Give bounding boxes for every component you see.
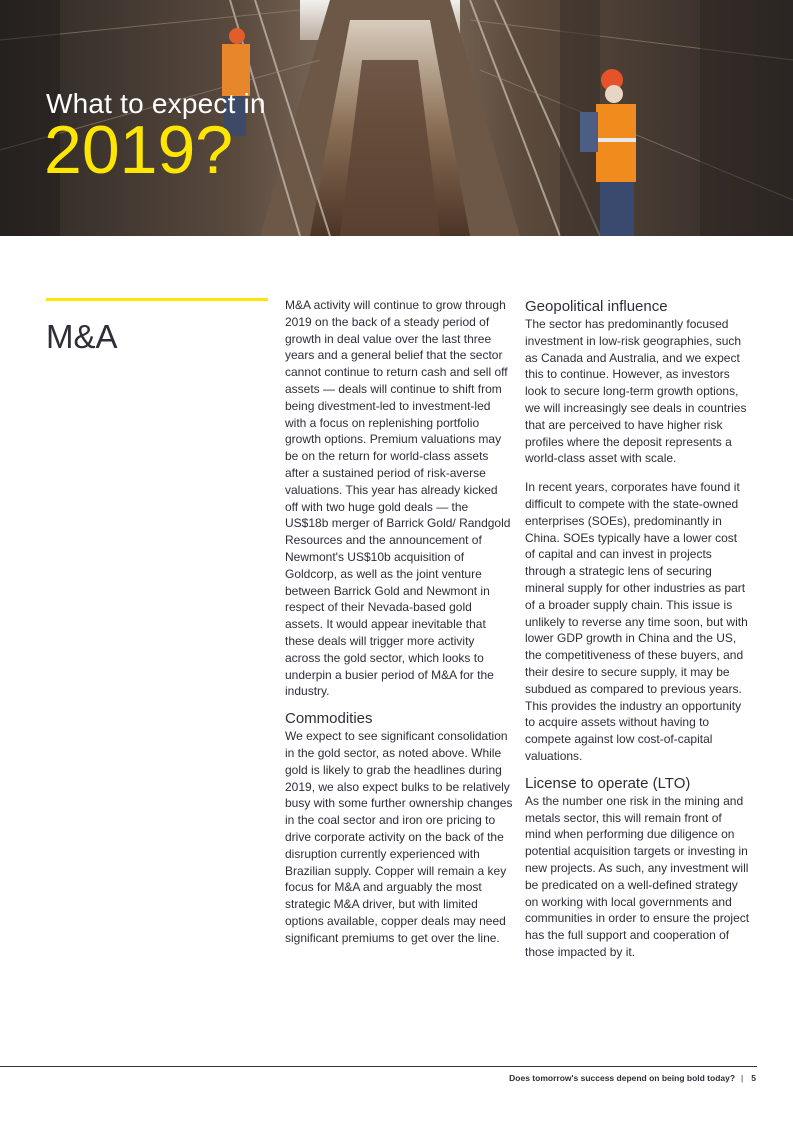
intro-paragraph: M&A activity will continue to grow through 2019 on the back of a steady period of growth in deal value over the last three years and a general belief that the sector cannot continue to return cash and sell off assets — deals will continue to shift from being divestment-led to investment-led with a focus on replenishing portfolio growth options. Premium valuations may be on the return for world-class assets after a sustained period of risk-averse valuations. This year has already kicked off with two huge gold deals — the US$18b merger of Barrick Gold/ Randgold Resources and the announcement of Newmont's US$10b acquisition of Goldcorp, as well as the joint venture between Barrick Gold and Newmont in respect of their Nevada-based gold assets. It would appear inevitable that these deals will trigger more activity across the gold sector, which looks to underpin a busier period of M&A for the industry. [285, 298, 511, 699]
column-right [525, 298, 750, 961]
column-left [285, 297, 513, 946]
footer-rule [0, 1066, 757, 1067]
page-footer [509, 1073, 756, 1083]
accent-rule [46, 298, 268, 301]
commodities-paragraph: We expect to see significant consolidation in the gold sector, as noted above. While gold is likely to grab the headlines during 2019, we also expect bulks to be relatively busy with some further ownership changes in the coal sector and iron ore pricing to drive corporate activity on the back of the disruption currently experienced with Brazilian supply. Copper will remain a key focus for M&A and arguably the most strategic M&A driver, but with limited options available, copper deals may need significant premiums to get over the line. [285, 729, 513, 945]
section-title: M&A [46, 318, 118, 355]
page-number: 5 [751, 1073, 756, 1083]
lto-paragraph: As the number one risk in the mining and metals sector, this will remain front of mind when performing due diligence on potential acquisition targets or investing in new projects. As such, any investment will be predicated on a well-defined strategy on working with local governments and communities in order to ensure the project has the full support and cooperation of those impacted by it. [525, 793, 750, 959]
footer-separator: | [741, 1073, 744, 1083]
geopolitical-paragraph: The sector has predominantly focused investment in low-risk geographies, such as Canada and Australia, and we expect this to continue. However, as investors look to secure long-term growth options, we will increasingly see deals in countries that are perceived to have higher risk profiles where the deposit represents a world-class asset with scale. [525, 317, 747, 466]
hero-year: 2019? [44, 112, 234, 188]
hero-title: What to expect in [46, 88, 266, 119]
soe-paragraph: In recent years, corporates have found it difficult to compete with the state-owned enterprises (SOEs), predominantly in China. SOEs typically have a lower cost of capital and can invest in projects through a strategic lens of securing mineral supply for other industries as part of a broader supply chain. This issue is unlikely to reverse any time soon, but with lower GDP growth in China and the US, the competitiveness of these buyers, and their desire to secure supply, it may be subdued as compared to previous years. This provides the industry an opportunity to acquire assets without having to compete against low cost-of-capital valuations. [525, 480, 748, 763]
commodities-heading: Commodities [285, 710, 373, 728]
hero-banner [0, 0, 793, 236]
geopolitical-heading: Geopolitical influence [525, 298, 668, 315]
lto-heading: License to operate (LTO) [525, 774, 691, 792]
footer-tagline: Does tomorrow's success depend on being bold today? [509, 1073, 736, 1083]
